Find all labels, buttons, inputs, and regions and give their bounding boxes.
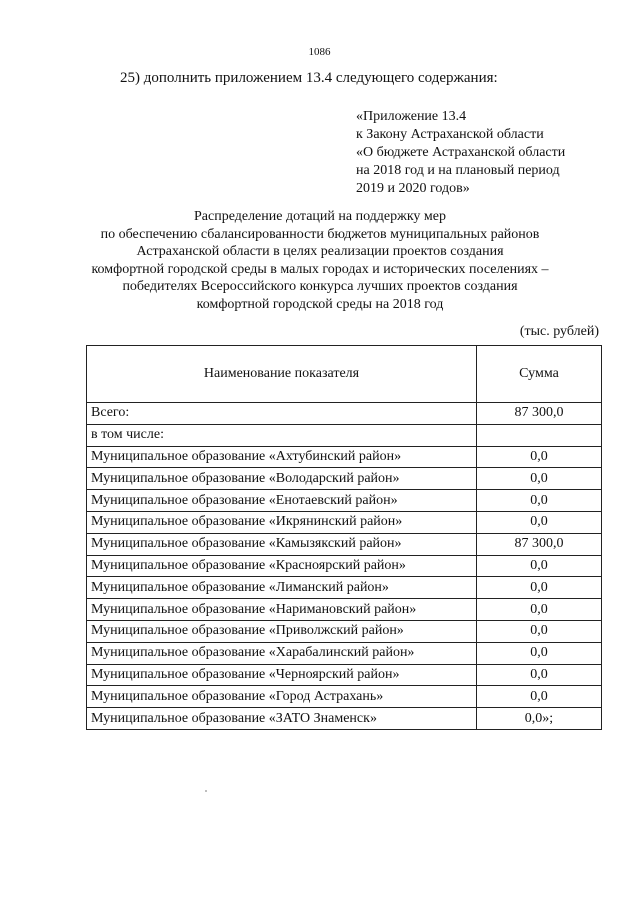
table-row <box>87 620 602 642</box>
title-line: Астраханской области в целях реализации проектов создания <box>136 244 504 259</box>
appendix-line: 2019 и 2020 годов» <box>356 181 470 196</box>
table-row <box>87 403 602 425</box>
row-amount: 0,0 <box>477 642 602 664</box>
row-amount: 0,0 <box>477 599 602 621</box>
row-name: Муниципальное образование «Икрянинский район» <box>87 511 477 533</box>
row-amount: 0,0 <box>477 664 602 686</box>
appendix-line: «Приложение 13.4 <box>356 109 467 124</box>
title-line: по обеспечению сбалансированности бюджетов муниципальных районов <box>100 226 540 242</box>
row-amount: 0,0»; <box>477 708 602 730</box>
subsidy-table <box>86 345 602 730</box>
row-name: Муниципальное образование «Красноярский район» <box>87 555 477 577</box>
row-name: Муниципальное образование «Харабалинский район» <box>87 642 477 664</box>
scan-speck <box>205 790 207 792</box>
table-row <box>87 555 602 577</box>
table-row <box>87 468 602 490</box>
row-name: Муниципальное образование «Енотаевский район» <box>87 490 477 512</box>
title-line: комфортной городской среды в малых городах и исторических поселениях – <box>91 261 549 277</box>
table-row <box>87 599 602 621</box>
table-row <box>87 446 602 468</box>
row-amount: 0,0 <box>477 446 602 468</box>
row-name: Муниципальное образование «Наримановский район» <box>87 599 477 621</box>
row-amount: 0,0 <box>477 490 602 512</box>
table-row <box>87 511 602 533</box>
table-row <box>87 490 602 512</box>
table-row <box>87 664 602 686</box>
table-row <box>87 686 602 708</box>
row-amount: 0,0 <box>477 686 602 708</box>
row-name: Муниципальное образование «ЗАТО Знаменск» <box>87 708 477 730</box>
row-amount: 87 300,0 <box>477 403 602 425</box>
document-title <box>60 208 580 313</box>
row-name: Муниципальное образование «Ахтубинский район» <box>87 446 477 468</box>
row-amount: 0,0 <box>477 577 602 599</box>
units-label: (тыс. рублей) <box>519 324 599 339</box>
row-name: Муниципальное образование «Лиманский район» <box>87 577 477 599</box>
row-name: Муниципальное образование «Камызякский район» <box>87 533 477 555</box>
column-header-name: Наименование показателя <box>87 346 477 403</box>
row-amount: 0,0 <box>477 511 602 533</box>
row-amount <box>477 424 602 446</box>
row-name: Муниципальное образование «Володарский район» <box>87 468 477 490</box>
row-amount: 0,0 <box>477 468 602 490</box>
table-row <box>87 577 602 599</box>
row-amount: 0,0 <box>477 620 602 642</box>
row-name: Муниципальное образование «Черноярский район» <box>87 664 477 686</box>
table-header-row <box>87 346 602 403</box>
row-name: Муниципальное образование «Приволжский район» <box>87 620 477 642</box>
row-name: Муниципальное образование «Город Астрахань» <box>87 686 477 708</box>
appendix-reference <box>356 108 565 198</box>
row-name: в том числе: <box>87 424 477 446</box>
table-row <box>87 424 602 446</box>
title-line: комфортной городской среды на 2018 год <box>196 296 444 312</box>
title-line: Распределение дотаций на поддержку мер <box>194 209 446 224</box>
row-name: Всего: <box>87 403 477 425</box>
table-row <box>87 533 602 555</box>
column-header-amount: Сумма <box>477 346 602 403</box>
row-amount: 0,0 <box>477 555 602 577</box>
appendix-line: «О бюджете Астраханской области <box>356 145 566 160</box>
appendix-line: к Закону Астраханской области <box>356 127 544 142</box>
table-row <box>87 642 602 664</box>
amendment-intro: 25) дополнить приложением 13.4 следующего содержания: <box>120 70 498 86</box>
page-number: 1086 <box>308 46 331 58</box>
row-amount: 87 300,0 <box>477 533 602 555</box>
title-line: победителях Всероссийского конкурса лучших проектов создания <box>122 279 518 294</box>
appendix-line: на 2018 год и на плановый период <box>356 163 560 178</box>
table-row <box>87 708 602 730</box>
